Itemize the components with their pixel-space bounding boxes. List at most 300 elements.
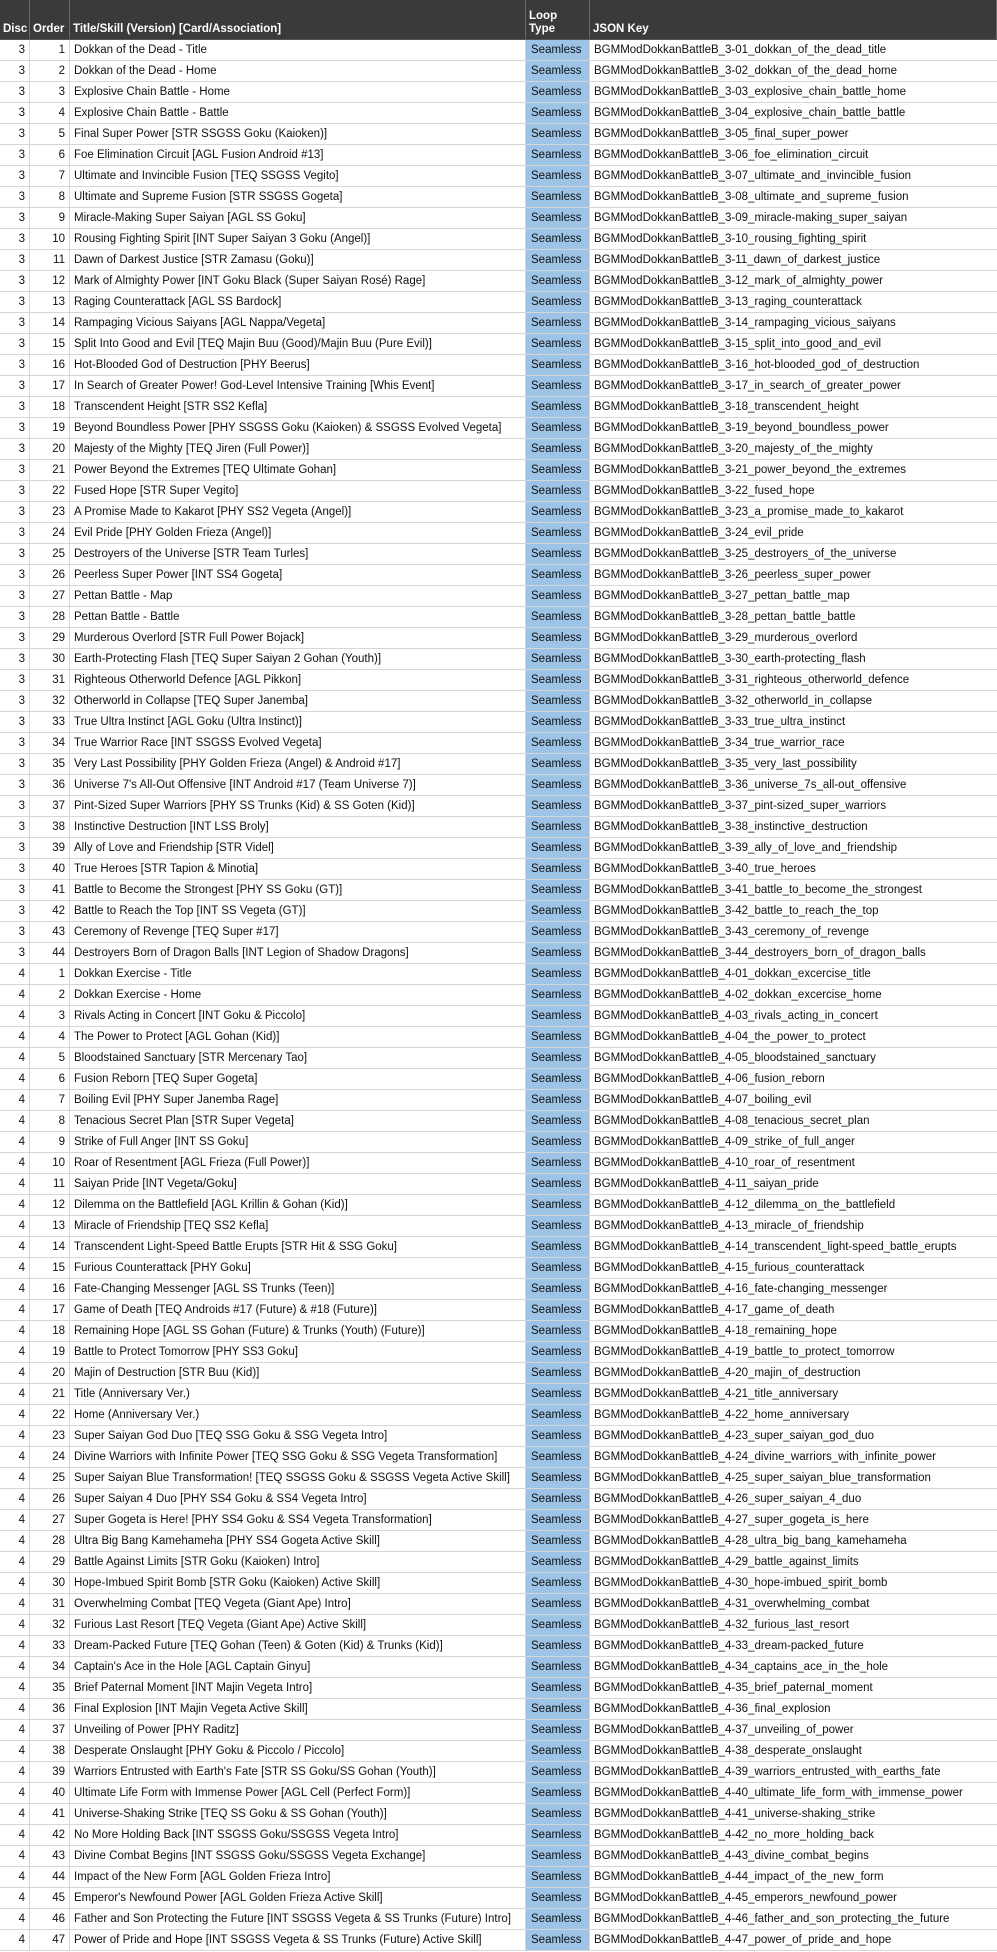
cell-loop-type[interactable]: Seamless xyxy=(526,208,590,228)
cell-disc[interactable]: 3 xyxy=(0,166,30,186)
cell-disc[interactable]: 4 xyxy=(0,1405,30,1425)
cell-json-key[interactable]: BGMModDokkanBattleB_3-28_pettan_battle_battle xyxy=(594,611,856,623)
cell-json-key[interactable]: BGMModDokkanBattleB_3-35_very_last_possibility xyxy=(594,758,857,770)
cell-loop-type[interactable]: Seamless xyxy=(526,817,590,837)
cell-json-key[interactable]: BGMModDokkanBattleB_3-39_ally_of_love_and_friendship xyxy=(594,842,898,854)
cell-title[interactable]: Dokkan Exercise - Title xyxy=(70,964,526,984)
cell-json-key[interactable]: BGMModDokkanBattleB_4-15_furious_counterattack xyxy=(594,1262,865,1274)
cell-loop-type[interactable]: Seamless xyxy=(526,565,590,585)
cell-title[interactable]: Dokkan of the Dead - Home xyxy=(70,61,526,81)
cell-json-key[interactable]: BGMModDokkanBattleB_4-41_universe-shaking_strike xyxy=(594,1808,876,1820)
cell-loop-type[interactable]: Seamless xyxy=(526,880,590,900)
cell-title[interactable]: True Heroes [STR Tapion & Minotia] xyxy=(70,859,526,879)
cell-order[interactable]: 27 xyxy=(30,1510,70,1530)
cell-order[interactable]: 43 xyxy=(30,922,70,942)
cell-disc[interactable]: 3 xyxy=(0,397,30,417)
cell-disc[interactable]: 3 xyxy=(0,943,30,963)
cell-order[interactable]: 40 xyxy=(30,859,70,879)
cell-order[interactable]: 39 xyxy=(30,838,70,858)
cell-order[interactable]: 31 xyxy=(30,670,70,690)
cell-disc[interactable]: 4 xyxy=(0,1552,30,1572)
cell-json-key[interactable]: BGMModDokkanBattleB_4-46_father_and_son_protecting_the_future xyxy=(594,1913,950,1925)
cell-title[interactable]: Otherworld in Collapse [TEQ Super Janemba] xyxy=(70,691,526,711)
cell-json-key[interactable]: BGMModDokkanBattleB_3-13_raging_counterattack xyxy=(594,296,862,308)
cell-order[interactable]: 17 xyxy=(30,1300,70,1320)
cell-title[interactable]: Rivals Acting in Concert [INT Goku & Piccolo] xyxy=(70,1006,526,1026)
cell-loop-type[interactable]: Seamless xyxy=(526,250,590,270)
cell-order[interactable]: 9 xyxy=(30,208,70,228)
cell-loop-type[interactable]: Seamless xyxy=(526,1909,590,1929)
cell-json-key[interactable]: BGMModDokkanBattleB_4-19_battle_to_protect_tomorrow xyxy=(594,1346,895,1358)
cell-loop-type[interactable]: Seamless xyxy=(526,1657,590,1677)
cell-disc[interactable]: 3 xyxy=(0,40,30,60)
cell-order[interactable]: 32 xyxy=(30,691,70,711)
cell-title[interactable]: Destroyers Born of Dragon Balls [INT Legion of Shadow Dragons] xyxy=(70,943,526,963)
cell-disc[interactable]: 3 xyxy=(0,61,30,81)
cell-disc[interactable]: 3 xyxy=(0,817,30,837)
cell-order[interactable]: 43 xyxy=(30,1846,70,1866)
cell-loop-type[interactable]: Seamless xyxy=(526,1636,590,1656)
cell-disc[interactable]: 4 xyxy=(0,1384,30,1404)
cell-order[interactable]: 26 xyxy=(30,565,70,585)
cell-title[interactable]: Miracle of Friendship [TEQ SS2 Kefla] xyxy=(70,1216,526,1236)
cell-loop-type[interactable]: Seamless xyxy=(526,607,590,627)
cell-order[interactable]: 30 xyxy=(30,1573,70,1593)
cell-loop-type[interactable]: Seamless xyxy=(526,775,590,795)
cell-title[interactable]: Pint-Sized Super Warriors [PHY SS Trunks (Kid) & SS Goten (Kid)] xyxy=(70,796,526,816)
cell-disc[interactable]: 4 xyxy=(0,985,30,1005)
cell-disc[interactable]: 3 xyxy=(0,124,30,144)
cell-title[interactable]: Split Into Good and Evil [TEQ Majin Buu (Good)/Majin Buu (Pure Evil)] xyxy=(70,334,526,354)
cell-order[interactable]: 2 xyxy=(30,61,70,81)
cell-loop-type[interactable]: Seamless xyxy=(526,1720,590,1740)
cell-json-key[interactable]: BGMModDokkanBattleB_4-03_rivals_acting_in_concert xyxy=(594,1010,878,1022)
cell-json-key[interactable]: BGMModDokkanBattleB_4-26_super_saiyan_4_duo xyxy=(594,1493,862,1505)
cell-title[interactable]: Evil Pride [PHY Golden Frieza (Angel)] xyxy=(70,523,526,543)
cell-title[interactable]: Beyond Boundless Power [PHY SSGSS Goku (Kaioken) & SSGSS Evolved Vegeta] xyxy=(70,418,526,438)
cell-title[interactable]: Miracle-Making Super Saiyan [AGL SS Goku] xyxy=(70,208,526,228)
cell-loop-type[interactable]: Seamless xyxy=(526,1174,590,1194)
cell-loop-type[interactable]: Seamless xyxy=(526,1363,590,1383)
cell-title[interactable]: Destroyers of the Universe [STR Team Turles] xyxy=(70,544,526,564)
cell-order[interactable]: 33 xyxy=(30,712,70,732)
cell-disc[interactable]: 3 xyxy=(0,208,30,228)
cell-json-key[interactable]: BGMModDokkanBattleB_3-34_true_warrior_race xyxy=(594,737,845,749)
cell-json-key[interactable]: BGMModDokkanBattleB_4-09_strike_of_full_anger xyxy=(594,1136,855,1148)
cell-loop-type[interactable]: Seamless xyxy=(526,1153,590,1173)
cell-title[interactable]: Captain's Ace in the Hole [AGL Captain Ginyu] xyxy=(70,1657,526,1677)
cell-loop-type[interactable]: Seamless xyxy=(526,1447,590,1467)
cell-title[interactable]: Saiyan Pride [INT Vegeta/Goku] xyxy=(70,1174,526,1194)
cell-order[interactable]: 13 xyxy=(30,1216,70,1236)
cell-loop-type[interactable]: Seamless xyxy=(526,1195,590,1215)
cell-title[interactable]: Fusion Reborn [TEQ Super Gogeta] xyxy=(70,1069,526,1089)
cell-title[interactable]: Battle Against Limits [STR Goku (Kaioken) Intro] xyxy=(70,1552,526,1572)
cell-order[interactable]: 29 xyxy=(30,628,70,648)
cell-loop-type[interactable]: Seamless xyxy=(526,1090,590,1110)
cell-order[interactable]: 42 xyxy=(30,901,70,921)
cell-order[interactable]: 34 xyxy=(30,1657,70,1677)
cell-json-key[interactable]: BGMModDokkanBattleB_3-03_explosive_chain_battle_home xyxy=(594,86,906,98)
cell-json-key[interactable]: BGMModDokkanBattleB_3-20_majesty_of_the_mighty xyxy=(594,443,873,455)
cell-loop-type[interactable]: Seamless xyxy=(526,397,590,417)
cell-loop-type[interactable]: Seamless xyxy=(526,1867,590,1887)
cell-title[interactable]: True Warrior Race [INT SSGSS Evolved Vegeta] xyxy=(70,733,526,753)
cell-json-key[interactable]: BGMModDokkanBattleB_4-06_fusion_reborn xyxy=(594,1073,825,1085)
cell-order[interactable]: 47 xyxy=(30,1930,70,1950)
cell-loop-type[interactable]: Seamless xyxy=(526,229,590,249)
cell-order[interactable]: 15 xyxy=(30,334,70,354)
cell-order[interactable]: 6 xyxy=(30,1069,70,1089)
cell-disc[interactable]: 4 xyxy=(0,1909,30,1929)
cell-loop-type[interactable]: Seamless xyxy=(526,754,590,774)
cell-title[interactable]: Murderous Overlord [STR Full Power Bojack] xyxy=(70,628,526,648)
cell-title[interactable]: Power of Pride and Hope [INT SSGSS Vegeta & SS Trunks (Future) Active Skill] xyxy=(70,1930,526,1950)
cell-order[interactable]: 28 xyxy=(30,1531,70,1551)
cell-disc[interactable]: 3 xyxy=(0,607,30,627)
cell-json-key[interactable]: BGMModDokkanBattleB_3-41_battle_to_become_the_strongest xyxy=(594,884,922,896)
cell-loop-type[interactable]: Seamless xyxy=(526,838,590,858)
cell-order[interactable]: 13 xyxy=(30,292,70,312)
cell-title[interactable]: Final Super Power [STR SSGSS Goku (Kaioken)] xyxy=(70,124,526,144)
cell-order[interactable]: 42 xyxy=(30,1825,70,1845)
cell-loop-type[interactable]: Seamless xyxy=(526,1531,590,1551)
cell-title[interactable]: Ceremony of Revenge [TEQ Super #17] xyxy=(70,922,526,942)
cell-order[interactable]: 2 xyxy=(30,985,70,1005)
cell-title[interactable]: Hope-Imbued Spirit Bomb [STR Goku (Kaioken) Active Skill] xyxy=(70,1573,526,1593)
cell-order[interactable]: 3 xyxy=(30,82,70,102)
cell-order[interactable]: 33 xyxy=(30,1636,70,1656)
cell-loop-type[interactable]: Seamless xyxy=(526,712,590,732)
cell-disc[interactable]: 3 xyxy=(0,838,30,858)
cell-json-key[interactable]: BGMModDokkanBattleB_4-44_impact_of_the_new_form xyxy=(594,1871,884,1883)
cell-order[interactable]: 8 xyxy=(30,187,70,207)
cell-title[interactable]: Dokkan of the Dead - Title xyxy=(70,40,526,60)
cell-loop-type[interactable]: Seamless xyxy=(526,985,590,1005)
cell-order[interactable]: 19 xyxy=(30,418,70,438)
cell-order[interactable]: 41 xyxy=(30,1804,70,1824)
cell-disc[interactable]: 3 xyxy=(0,712,30,732)
cell-title[interactable]: Impact of the New Form [AGL Golden Frieza Intro] xyxy=(70,1867,526,1887)
cell-loop-type[interactable]: Seamless xyxy=(526,1426,590,1446)
cell-title[interactable]: A Promise Made to Kakarot [PHY SS2 Vegeta (Angel)] xyxy=(70,502,526,522)
cell-title[interactable]: Peerless Super Power [INT SS4 Gogeta] xyxy=(70,565,526,585)
cell-title[interactable]: Ultimate and Invincible Fusion [TEQ SSGSS Vegito] xyxy=(70,166,526,186)
cell-order[interactable]: 34 xyxy=(30,733,70,753)
cell-json-key[interactable]: BGMModDokkanBattleB_4-25_super_saiyan_blue_transformation xyxy=(594,1472,931,1484)
cell-order[interactable]: 23 xyxy=(30,1426,70,1446)
cell-disc[interactable]: 3 xyxy=(0,439,30,459)
cell-order[interactable]: 3 xyxy=(30,1006,70,1026)
cell-disc[interactable]: 4 xyxy=(0,1594,30,1614)
cell-order[interactable]: 9 xyxy=(30,1132,70,1152)
cell-order[interactable]: 35 xyxy=(30,1678,70,1698)
cell-order[interactable]: 17 xyxy=(30,376,70,396)
cell-order[interactable]: 46 xyxy=(30,1909,70,1929)
cell-loop-type[interactable]: Seamless xyxy=(526,1846,590,1866)
cell-disc[interactable]: 4 xyxy=(0,1783,30,1803)
cell-json-key[interactable]: BGMModDokkanBattleB_4-18_remaining_hope xyxy=(594,1325,837,1337)
cell-json-key[interactable]: BGMModDokkanBattleB_3-12_mark_of_almighty_power xyxy=(594,275,883,287)
cell-disc[interactable]: 3 xyxy=(0,880,30,900)
cell-disc[interactable]: 3 xyxy=(0,901,30,921)
cell-order[interactable]: 32 xyxy=(30,1615,70,1635)
cell-title[interactable]: Final Explosion [INT Majin Vegeta Active Skill] xyxy=(70,1699,526,1719)
cell-disc[interactable]: 3 xyxy=(0,670,30,690)
cell-loop-type[interactable]: Seamless xyxy=(526,1384,590,1404)
cell-disc[interactable]: 4 xyxy=(0,1930,30,1950)
cell-loop-type[interactable]: Seamless xyxy=(526,82,590,102)
cell-title[interactable]: Super Saiyan Blue Transformation! [TEQ SSGSS Goku & SSGSS Vegeta Active Skill] xyxy=(70,1468,526,1488)
cell-json-key[interactable]: BGMModDokkanBattleB_4-45_emperors_newfound_power xyxy=(594,1892,898,1904)
cell-json-key[interactable]: BGMModDokkanBattleB_4-42_no_more_holding_back xyxy=(594,1829,875,1841)
cell-json-key[interactable]: BGMModDokkanBattleB_4-37_unveiling_of_power xyxy=(594,1724,854,1736)
cell-disc[interactable]: 3 xyxy=(0,544,30,564)
cell-title[interactable]: Raging Counterattack [AGL SS Bardock] xyxy=(70,292,526,312)
cell-loop-type[interactable]: Seamless xyxy=(526,1615,590,1635)
cell-loop-type[interactable]: Seamless xyxy=(526,61,590,81)
cell-json-key[interactable]: BGMModDokkanBattleB_3-16_hot-blooded_god_of_destruction xyxy=(594,359,920,371)
cell-loop-type[interactable]: Seamless xyxy=(526,1552,590,1572)
cell-json-key[interactable]: BGMModDokkanBattleB_4-22_home_anniversary xyxy=(594,1409,850,1421)
cell-json-key[interactable]: BGMModDokkanBattleB_3-04_explosive_chain_battle_battle xyxy=(594,107,906,119)
header-order[interactable]: Order xyxy=(30,0,70,39)
cell-title[interactable]: Desperate Onslaught [PHY Goku & Piccolo / Piccolo] xyxy=(70,1741,526,1761)
cell-json-key[interactable]: BGMModDokkanBattleB_4-36_final_explosion xyxy=(594,1703,831,1715)
cell-title[interactable]: Divine Combat Begins [INT SSGSS Goku/SSGSS Vegeta Exchange] xyxy=(70,1846,526,1866)
cell-loop-type[interactable]: Seamless xyxy=(526,1699,590,1719)
cell-json-key[interactable]: BGMModDokkanBattleB_3-32_otherworld_in_collapse xyxy=(594,695,873,707)
cell-json-key[interactable]: BGMModDokkanBattleB_4-12_dilemma_on_the_battlefield xyxy=(594,1199,896,1211)
cell-json-key[interactable]: BGMModDokkanBattleB_3-06_foe_elimination_circuit xyxy=(594,149,869,161)
cell-order[interactable]: 15 xyxy=(30,1258,70,1278)
cell-order[interactable]: 25 xyxy=(30,1468,70,1488)
cell-json-key[interactable]: BGMModDokkanBattleB_3-24_evil_pride xyxy=(594,527,804,539)
cell-json-key[interactable]: BGMModDokkanBattleB_4-05_bloodstained_sanctuary xyxy=(594,1052,876,1064)
cell-json-key[interactable]: BGMModDokkanBattleB_3-22_fused_hope xyxy=(594,485,815,497)
cell-disc[interactable]: 3 xyxy=(0,775,30,795)
cell-disc[interactable]: 3 xyxy=(0,796,30,816)
cell-order[interactable]: 16 xyxy=(30,1279,70,1299)
cell-disc[interactable]: 4 xyxy=(0,1069,30,1089)
cell-disc[interactable]: 4 xyxy=(0,1342,30,1362)
cell-loop-type[interactable]: Seamless xyxy=(526,1510,590,1530)
cell-order[interactable]: 40 xyxy=(30,1783,70,1803)
cell-json-key[interactable]: BGMModDokkanBattleB_4-28_ultra_big_bang_kamehameha xyxy=(594,1535,907,1547)
cell-json-key[interactable]: BGMModDokkanBattleB_4-31_overwhelming_combat xyxy=(594,1598,870,1610)
cell-order[interactable]: 1 xyxy=(30,40,70,60)
cell-order[interactable]: 37 xyxy=(30,796,70,816)
cell-title[interactable]: Title (Anniversary Ver.) xyxy=(70,1384,526,1404)
cell-loop-type[interactable]: Seamless xyxy=(526,376,590,396)
cell-title[interactable]: Rampaging Vicious Saiyans [AGL Nappa/Vegeta] xyxy=(70,313,526,333)
cell-order[interactable]: 5 xyxy=(30,1048,70,1068)
cell-json-key[interactable]: BGMModDokkanBattleB_3-14_rampaging_vicious_saiyans xyxy=(594,317,896,329)
cell-title[interactable]: Power Beyond the Extremes [TEQ Ultimate Gohan] xyxy=(70,460,526,480)
cell-loop-type[interactable]: Seamless xyxy=(526,1258,590,1278)
cell-title[interactable]: Majin of Destruction [STR Buu (Kid)] xyxy=(70,1363,526,1383)
cell-json-key[interactable]: BGMModDokkanBattleB_4-34_captains_ace_in_the_hole xyxy=(594,1661,889,1673)
cell-title[interactable]: Majesty of the Mighty [TEQ Jiren (Full Power)] xyxy=(70,439,526,459)
cell-loop-type[interactable]: Seamless xyxy=(526,1006,590,1026)
cell-order[interactable]: 4 xyxy=(30,103,70,123)
header-loop-type[interactable]: Loop Type xyxy=(526,0,590,39)
cell-title[interactable]: Battle to Reach the Top [INT SS Vegeta (GT)] xyxy=(70,901,526,921)
cell-title[interactable]: Unveiling of Power [PHY Raditz] xyxy=(70,1720,526,1740)
cell-title[interactable]: Emperor's Newfound Power [AGL Golden Frieza Active Skill] xyxy=(70,1888,526,1908)
cell-title[interactable]: Battle to Become the Strongest [PHY SS Goku (GT)] xyxy=(70,880,526,900)
cell-order[interactable]: 7 xyxy=(30,166,70,186)
cell-disc[interactable]: 4 xyxy=(0,1804,30,1824)
cell-disc[interactable]: 4 xyxy=(0,1888,30,1908)
cell-disc[interactable]: 3 xyxy=(0,502,30,522)
cell-order[interactable]: 23 xyxy=(30,502,70,522)
cell-loop-type[interactable]: Seamless xyxy=(526,1279,590,1299)
cell-order[interactable]: 36 xyxy=(30,775,70,795)
cell-disc[interactable]: 4 xyxy=(0,1447,30,1467)
cell-disc[interactable]: 3 xyxy=(0,649,30,669)
cell-disc[interactable]: 4 xyxy=(0,1825,30,1845)
cell-loop-type[interactable]: Seamless xyxy=(526,586,590,606)
cell-json-key[interactable]: BGMModDokkanBattleB_3-44_destroyers_born_of_dragon_balls xyxy=(594,947,926,959)
cell-disc[interactable]: 4 xyxy=(0,1027,30,1047)
cell-json-key[interactable]: BGMModDokkanBattleB_4-08_tenacious_secret_plan xyxy=(594,1115,870,1127)
cell-title[interactable]: Boiling Evil [PHY Super Janemba Rage] xyxy=(70,1090,526,1110)
cell-loop-type[interactable]: Seamless xyxy=(526,1468,590,1488)
cell-loop-type[interactable]: Seamless xyxy=(526,691,590,711)
cell-json-key[interactable]: BGMModDokkanBattleB_4-40_ultimate_life_form_with_immense_power xyxy=(594,1787,963,1799)
cell-order[interactable]: 14 xyxy=(30,1237,70,1257)
cell-disc[interactable]: 4 xyxy=(0,1615,30,1635)
cell-disc[interactable]: 3 xyxy=(0,229,30,249)
cell-loop-type[interactable]: Seamless xyxy=(526,502,590,522)
cell-title[interactable]: Furious Counterattack [PHY Goku] xyxy=(70,1258,526,1278)
cell-loop-type[interactable]: Seamless xyxy=(526,1573,590,1593)
cell-json-key[interactable]: BGMModDokkanBattleB_4-02_dokkan_excercise_home xyxy=(594,989,882,1001)
cell-order[interactable]: 12 xyxy=(30,1195,70,1215)
cell-order[interactable]: 29 xyxy=(30,1552,70,1572)
cell-order[interactable]: 24 xyxy=(30,523,70,543)
cell-loop-type[interactable]: Seamless xyxy=(526,439,590,459)
cell-order[interactable]: 20 xyxy=(30,1363,70,1383)
cell-order[interactable]: 4 xyxy=(30,1027,70,1047)
cell-title[interactable]: Dokkan Exercise - Home xyxy=(70,985,526,1005)
cell-title[interactable]: Strike of Full Anger [INT SS Goku] xyxy=(70,1132,526,1152)
cell-disc[interactable]: 4 xyxy=(0,1531,30,1551)
header-disc[interactable]: Disc xyxy=(0,0,30,39)
cell-loop-type[interactable]: Seamless xyxy=(526,1237,590,1257)
cell-loop-type[interactable]: Seamless xyxy=(526,901,590,921)
cell-disc[interactable]: 4 xyxy=(0,1006,30,1026)
cell-order[interactable]: 11 xyxy=(30,250,70,270)
cell-json-key[interactable]: BGMModDokkanBattleB_3-09_miracle-making_super_saiyan xyxy=(594,212,908,224)
cell-order[interactable]: 10 xyxy=(30,229,70,249)
cell-order[interactable]: 22 xyxy=(30,481,70,501)
cell-json-key[interactable]: BGMModDokkanBattleB_4-29_battle_against_limits xyxy=(594,1556,859,1568)
cell-loop-type[interactable]: Seamless xyxy=(526,628,590,648)
cell-title[interactable]: Super Saiyan God Duo [TEQ SSG Goku & SSG Vegeta Intro] xyxy=(70,1426,526,1446)
cell-disc[interactable]: 4 xyxy=(0,1741,30,1761)
cell-title[interactable]: Tenacious Secret Plan [STR Super Vegeta] xyxy=(70,1111,526,1131)
cell-disc[interactable]: 3 xyxy=(0,313,30,333)
cell-title[interactable]: Dawn of Darkest Justice [STR Zamasu (Goku)] xyxy=(70,250,526,270)
cell-json-key[interactable]: BGMModDokkanBattleB_4-33_dream-packed_future xyxy=(594,1640,864,1652)
cell-loop-type[interactable]: Seamless xyxy=(526,1300,590,1320)
cell-loop-type[interactable]: Seamless xyxy=(526,1405,590,1425)
cell-order[interactable]: 39 xyxy=(30,1762,70,1782)
cell-loop-type[interactable]: Seamless xyxy=(526,796,590,816)
cell-json-key[interactable]: BGMModDokkanBattleB_3-27_pettan_battle_map xyxy=(594,590,850,602)
cell-disc[interactable]: 4 xyxy=(0,1426,30,1446)
cell-json-key[interactable]: BGMModDokkanBattleB_4-21_title_anniversary xyxy=(594,1388,839,1400)
cell-disc[interactable]: 4 xyxy=(0,1867,30,1887)
header-title[interactable]: Title/Skill (Version) [Card/Association] xyxy=(70,0,526,39)
cell-disc[interactable]: 3 xyxy=(0,145,30,165)
cell-title[interactable]: No More Holding Back [INT SSGSS Goku/SSGSS Vegeta Intro] xyxy=(70,1825,526,1845)
cell-json-key[interactable]: BGMModDokkanBattleB_3-23_a_promise_made_to_kakarot xyxy=(594,506,904,518)
cell-order[interactable]: 19 xyxy=(30,1342,70,1362)
cell-json-key[interactable]: BGMModDokkanBattleB_3-30_earth-protecting_flash xyxy=(594,653,866,665)
cell-json-key[interactable]: BGMModDokkanBattleB_3-40_true_heroes xyxy=(594,863,816,875)
cell-loop-type[interactable]: Seamless xyxy=(526,40,590,60)
cell-disc[interactable]: 4 xyxy=(0,964,30,984)
cell-loop-type[interactable]: Seamless xyxy=(526,523,590,543)
cell-disc[interactable]: 4 xyxy=(0,1258,30,1278)
cell-disc[interactable]: 3 xyxy=(0,523,30,543)
cell-json-key[interactable]: BGMModDokkanBattleB_4-14_transcendent_light-speed_battle_erupts xyxy=(594,1241,957,1253)
cell-disc[interactable]: 3 xyxy=(0,103,30,123)
cell-disc[interactable]: 3 xyxy=(0,271,30,291)
cell-disc[interactable]: 4 xyxy=(0,1279,30,1299)
cell-disc[interactable]: 3 xyxy=(0,82,30,102)
cell-loop-type[interactable]: Seamless xyxy=(526,460,590,480)
cell-disc[interactable]: 3 xyxy=(0,754,30,774)
cell-json-key[interactable]: BGMModDokkanBattleB_3-18_transcendent_height xyxy=(594,401,859,413)
cell-disc[interactable]: 3 xyxy=(0,460,30,480)
cell-title[interactable]: Explosive Chain Battle - Home xyxy=(70,82,526,102)
cell-disc[interactable]: 3 xyxy=(0,691,30,711)
cell-disc[interactable]: 3 xyxy=(0,565,30,585)
cell-disc[interactable]: 3 xyxy=(0,481,30,501)
cell-json-key[interactable]: BGMModDokkanBattleB_4-39_warriors_entrusted_with_earths_fate xyxy=(594,1766,941,1778)
cell-json-key[interactable]: BGMModDokkanBattleB_4-43_divine_combat_begins xyxy=(594,1850,869,1862)
cell-disc[interactable]: 4 xyxy=(0,1678,30,1698)
cell-loop-type[interactable]: Seamless xyxy=(526,1762,590,1782)
cell-disc[interactable]: 4 xyxy=(0,1468,30,1488)
cell-title[interactable]: Game of Death [TEQ Androids #17 (Future) & #18 (Future)] xyxy=(70,1300,526,1320)
cell-disc[interactable]: 4 xyxy=(0,1489,30,1509)
cell-title[interactable]: Universe 7's All-Out Offensive [INT Android #17 (Team Universe 7)] xyxy=(70,775,526,795)
cell-title[interactable]: Dream-Packed Future [TEQ Gohan (Teen) & Goten (Kid) & Trunks (Kid)] xyxy=(70,1636,526,1656)
cell-title[interactable]: Dilemma on the Battlefield [AGL Krillin & Gohan (Kid)] xyxy=(70,1195,526,1215)
cell-title[interactable]: Bloodstained Sanctuary [STR Mercenary Tao] xyxy=(70,1048,526,1068)
cell-order[interactable]: 28 xyxy=(30,607,70,627)
cell-json-key[interactable]: BGMModDokkanBattleB_3-17_in_search_of_greater_power xyxy=(594,380,901,392)
cell-order[interactable]: 44 xyxy=(30,1867,70,1887)
cell-json-key[interactable]: BGMModDokkanBattleB_4-47_power_of_pride_and_hope xyxy=(594,1934,892,1946)
cell-loop-type[interactable]: Seamless xyxy=(526,1804,590,1824)
cell-loop-type[interactable]: Seamless xyxy=(526,544,590,564)
cell-order[interactable]: 36 xyxy=(30,1699,70,1719)
cell-title[interactable]: Explosive Chain Battle - Battle xyxy=(70,103,526,123)
cell-json-key[interactable]: BGMModDokkanBattleB_4-30_hope-imbued_spirit_bomb xyxy=(594,1577,888,1589)
cell-json-key[interactable]: BGMModDokkanBattleB_3-25_destroyers_of_the_universe xyxy=(594,548,897,560)
cell-loop-type[interactable]: Seamless xyxy=(526,334,590,354)
cell-order[interactable]: 37 xyxy=(30,1720,70,1740)
cell-json-key[interactable]: BGMModDokkanBattleB_3-02_dokkan_of_the_dead_home xyxy=(594,65,898,77)
cell-disc[interactable]: 4 xyxy=(0,1090,30,1110)
cell-title[interactable]: Rousing Fighting Spirit [INT Super Saiyan 3 Goku (Angel)] xyxy=(70,229,526,249)
